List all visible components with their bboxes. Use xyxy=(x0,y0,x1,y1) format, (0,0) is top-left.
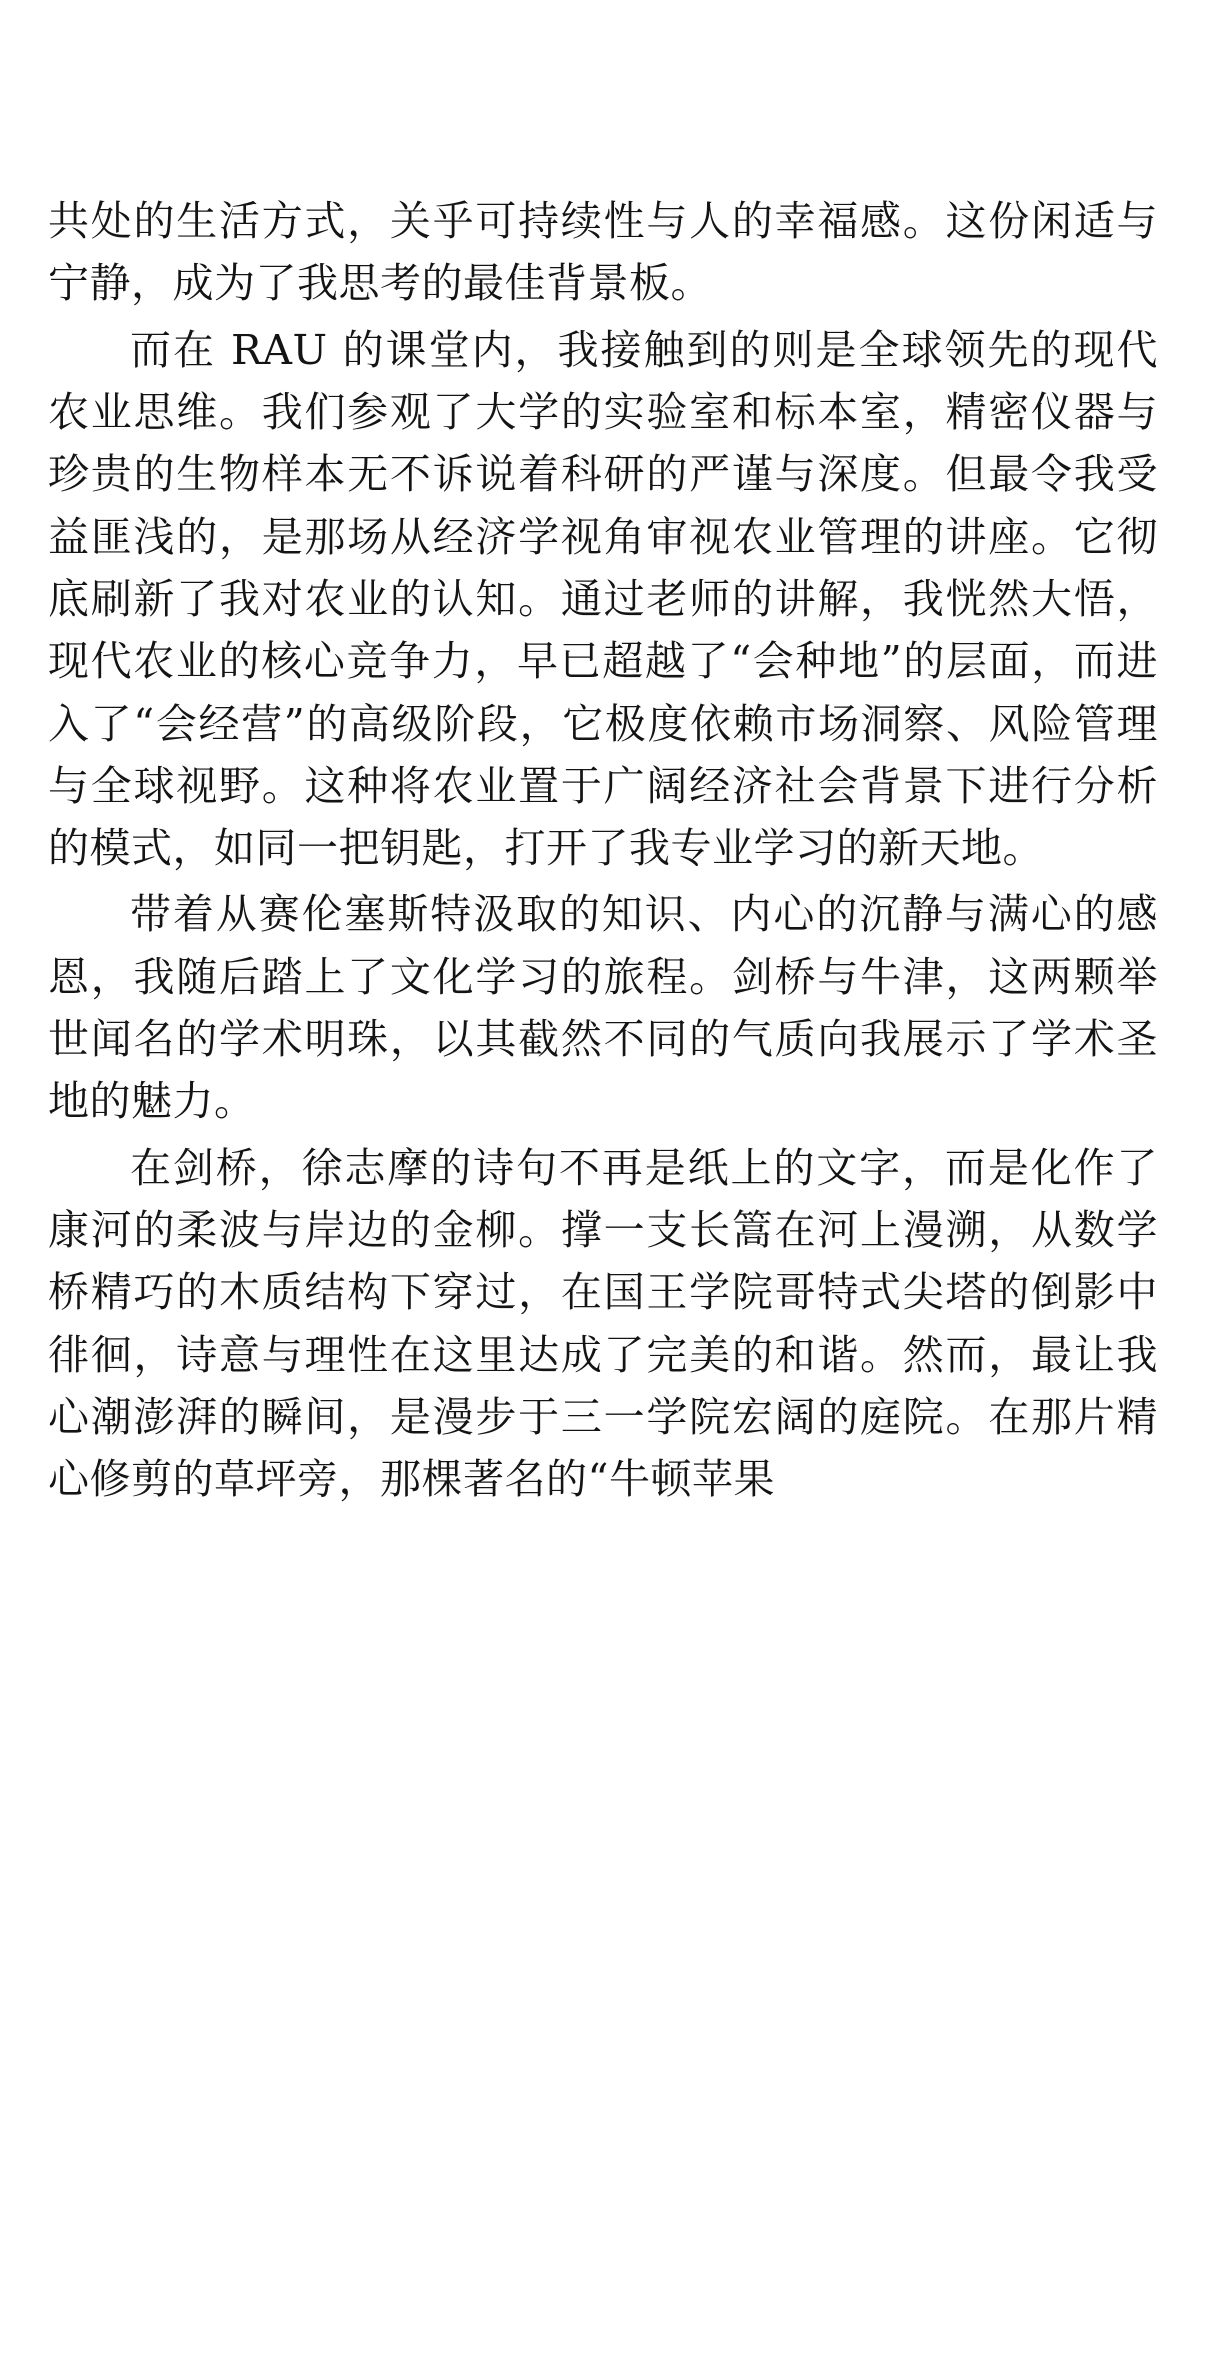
document-body xyxy=(48,190,1158,1511)
paragraph: 带着从赛伦塞斯特汲取的知识、内心的沉静与满心的感恩，我随后踏上了文化学习的旅程。剑桥与牛津，这两颗举世闻名的学术明珠，以其截然不同的气质向我展示了学术圣地的魅力。 xyxy=(48,890,1158,1126)
paragraph: 而在 RAU 的课堂内，我接触到的则是全球领先的现代农业思维。我们参观了大学的实验室和标本室，精密仪器与珍贵的生物样本无不诉说着科研的严谨与深度。但最令我受益匪浅的，是那场从经济学视角审视农业管理的讲座。它彻底刷新了我对农业的认知。通过老师的讲解，我恍然大悟，现代农业的核心竞争力，早已超越了“会种地”的层面，而进入了“会经营”的高级阶段，它极度依赖市场洞察、风险管理与全球视野。这种将农业置于广阔经济社会背景下进行分析的模式，如同一把钥匙，打开了我专业学习的新天地。 xyxy=(48,325,1158,873)
paragraph: 共处的生活方式，关乎可持续性与人的幸福感。这份闲适与宁静，成为了我思考的最佳背景板。 xyxy=(48,197,1158,308)
paragraph: 在剑桥，徐志摩的诗句不再是纸上的文字，而是化作了康河的柔波与岸边的金柳。撑一支长篙在河上漫溯，从数学桥精巧的木质结构下穿过，在国王学院哥特式尖塔的倒影中徘徊，诗意与理性在这里达成了完美的和谐。然而，最让我心潮澎湃的瞬间，是漫步于三一学院宏阔的庭院。在那片精心修剪的草坪旁，那棵著名的“牛顿苹果 xyxy=(48,1143,1158,1504)
